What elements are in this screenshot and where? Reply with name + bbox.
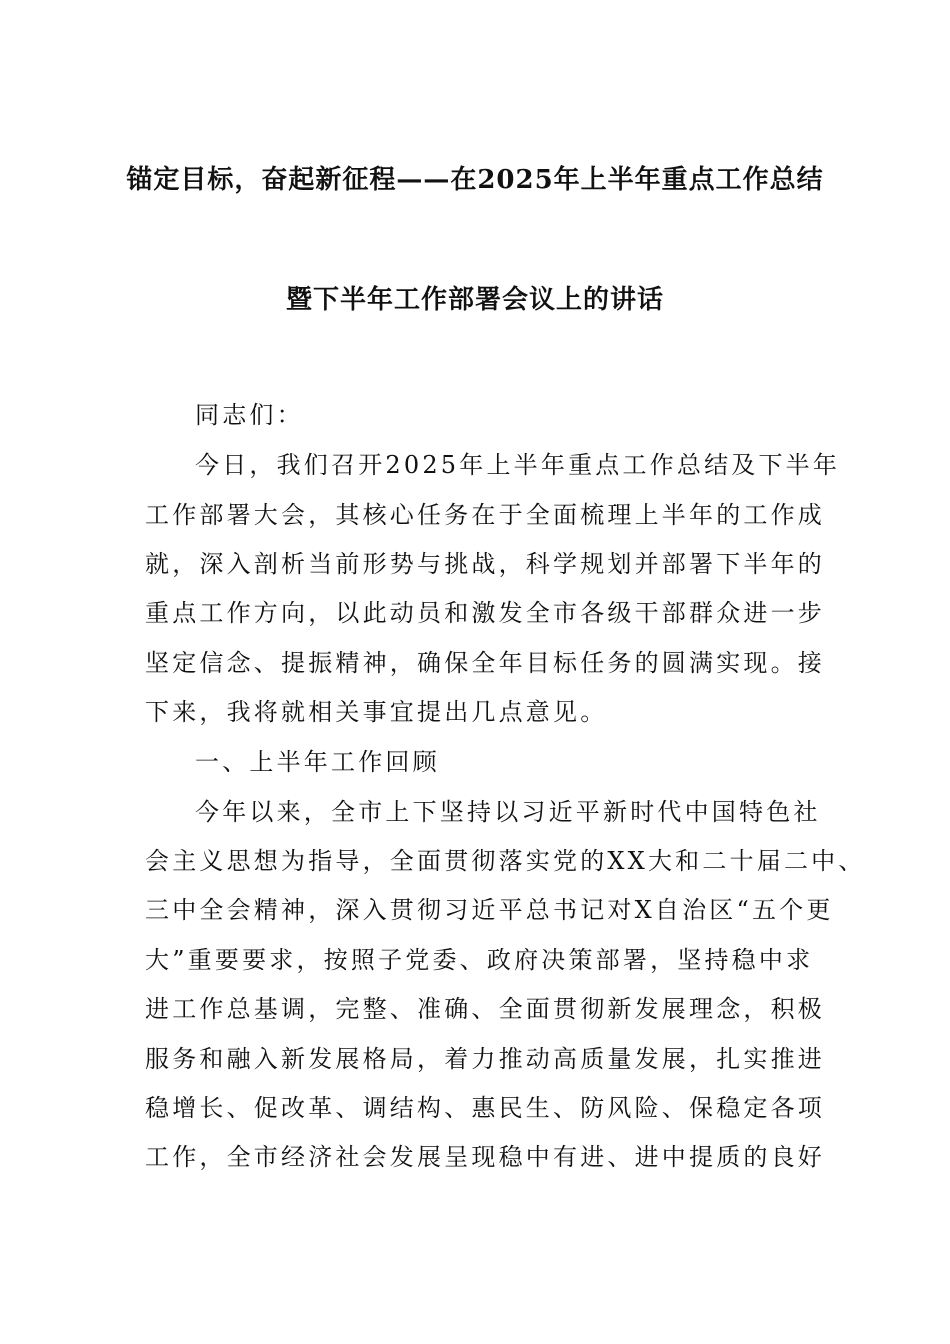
paragraph-line: 就，深入剖析当前形势与挑战，科学规划并部署下半年的 [145,550,825,578]
paragraph-line: 今年以来，全市上下坚持以习近平新时代中国特色社 [195,798,821,826]
paragraph-line: 今日，我们召开2025年上半年重点工作总结及下半年 [195,451,841,479]
paragraph-line: 坚定信念、提振精神，确保全年目标任务的圆满实现。接 [145,649,825,677]
paragraph-line: 会主义思想为指导，全面贯彻落实党的XX大和二十届二中、 [145,847,866,875]
paragraph-line: 三中全会精神，深入贯彻习近平总书记对X自治区“五个更 [145,896,834,924]
paragraph-line: 服务和融入新发展格局，着力推动高质量发展，扎实推进 [145,1045,825,1073]
title-line-1: 锚定目标，奋起新征程——在2025年上半年重点工作总结 [126,165,824,195]
paragraph-line: 稳增长、促改革、调结构、惠民生、防风险、保稳定各项 [145,1094,825,1122]
paragraph-line: 进工作总基调，完整、准确、全面贯彻新发展理念，积极 [145,995,825,1023]
paragraph-line: 工作部署大会，其核心任务在于全面梳理上半年的工作成 [145,501,825,529]
paragraph-line: 重点工作方向，以此动员和激发全市各级干部群众进一步 [145,599,825,627]
salutation: 同志们： [195,401,304,429]
title-line-2: 暨下半年工作部署会议上的讲话 [285,285,664,315]
paragraph-line: 下来，我将就相关事宜提出几点意见。 [145,698,608,726]
paragraph-line: 工作，全市经济社会发展呈现稳中有进、进中提质的良好 [145,1143,825,1171]
section-heading: 一、上半年工作回顾 [195,748,440,776]
paragraph-line: 大”重要要求，按照子党委、政府决策部署，坚持稳中求 [145,946,814,974]
